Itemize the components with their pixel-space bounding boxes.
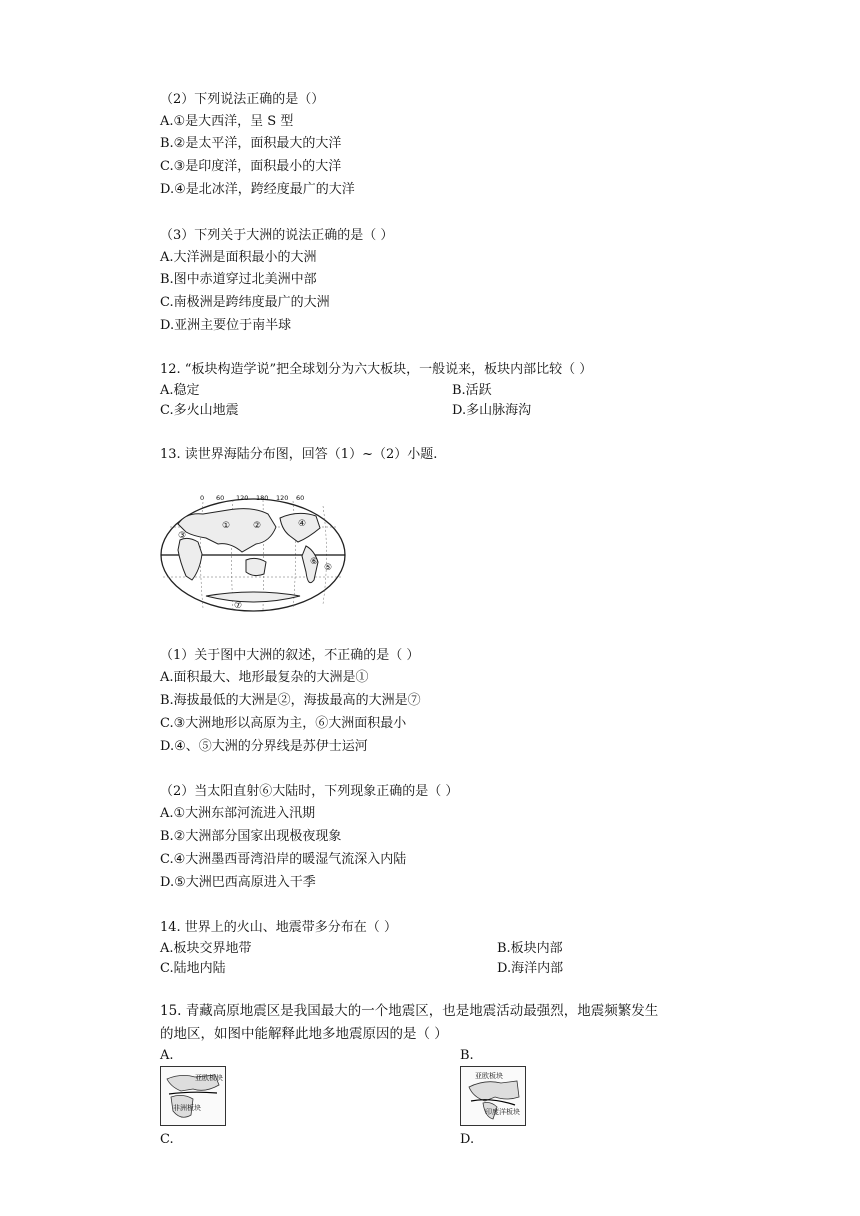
map-marker-6: ⑥ xyxy=(310,557,319,567)
q11-sub2-stem: （2）下列说法正确的是（） xyxy=(160,92,325,107)
lon-label-0: 0 xyxy=(200,494,205,502)
q14-stem: 14. 世界上的火山、地震带多分布在（ ） xyxy=(160,920,397,935)
lon-label-60w: 60 xyxy=(296,494,305,502)
q15-stem-line2: 的地区，如图中能解释此地多地震原因的是（ ） xyxy=(160,1026,448,1042)
q11-sub3-stem: （3）下列关于大洲的说法正确的是（ ） xyxy=(160,228,394,243)
q12-option-a: A.稳定 xyxy=(160,383,200,398)
map-marker-4: ④ xyxy=(298,519,307,529)
q14-option-d: D.海洋内部 xyxy=(497,961,564,976)
lon-label-120: 120 xyxy=(236,494,249,502)
map-marker-5: ⑤ xyxy=(324,563,333,573)
thumb-b-label-indian-ocean: 印度洋板块 xyxy=(485,1108,520,1116)
lon-label-180: 180 xyxy=(256,494,269,502)
q13-sub1-option-c: C.③大洲地形以高原为主，⑥大洲面积最小 xyxy=(160,716,407,731)
thumb-b-label-eurasia: 亚欧板块 xyxy=(475,1072,503,1080)
thumb-a-label-eurasia: 亚欧板块 xyxy=(195,1074,223,1082)
lon-label-60: 60 xyxy=(216,494,225,502)
q15-thumb-b xyxy=(460,1066,526,1126)
q11-sub2-option-a: A.①是大西洋，呈 S 型 xyxy=(160,114,294,129)
q11-sub3-option-d: D.亚洲主要位于南半球 xyxy=(160,318,292,333)
map-marker-7: ⑦ xyxy=(234,601,243,611)
thumb-a-label-africa: 非洲板块 xyxy=(173,1104,201,1112)
q15-thumb-a xyxy=(160,1066,226,1126)
q15-option-d-label: D. xyxy=(460,1132,475,1147)
q11-sub3-option-a: A.大洋洲是面积最小的大洲 xyxy=(160,250,317,265)
lon-label-120w: 120 xyxy=(276,494,289,502)
q11-sub3-option-c: C.南极洲是跨纬度最广的大洲 xyxy=(160,295,330,310)
q13-sub2-option-a: A.①大洲东部河流进入汛期 xyxy=(160,806,316,821)
world-map-svg xyxy=(158,492,348,614)
q13-stem: 13. 读世界海陆分布图，回答（1）~（2）小题. xyxy=(160,447,438,462)
q15-option-a-label: A. xyxy=(160,1048,174,1063)
q12-option-b: B.活跃 xyxy=(452,383,492,398)
map-marker-3: ③ xyxy=(178,531,187,541)
q11-sub2-option-c: C.③是印度洋，面积最小的大洋 xyxy=(160,159,342,174)
map-marker-1: ① xyxy=(222,521,231,531)
q14-option-b: B.板块内部 xyxy=(497,941,563,956)
q15-stem-line1: 15. 青藏高原地震区是我国最大的一个地震区，也是地震活动最强烈，地震频繁发生 xyxy=(160,1003,659,1019)
q11-sub2-option-d: D.④是北冰洋，跨经度最广的大洋 xyxy=(160,182,355,197)
q15-option-c-label: C. xyxy=(160,1132,174,1147)
q13-sub1-option-d: D.④、⑤大洲的分界线是苏伊士运河 xyxy=(160,739,368,754)
q14-option-a: A.板块交界地带 xyxy=(160,941,252,956)
q13-sub2-option-c: C.④大洲墨西哥湾沿岸的暖湿气流深入内陆 xyxy=(160,852,407,867)
q11-sub2-option-b: B.②是太平洋，面积最大的大洋 xyxy=(160,136,342,151)
world-map-figure xyxy=(158,492,348,614)
q11-sub3-option-b: B.图中赤道穿过北美洲中部 xyxy=(160,272,317,287)
q15-option-b-label: B. xyxy=(460,1048,474,1063)
q13-sub1-option-b: B.海拔最低的大洲是②，海拔最高的大洲是⑦ xyxy=(160,693,421,708)
map-marker-2: ② xyxy=(253,521,262,531)
q13-sub2-stem: （2）当太阳直射⑥大陆时，下列现象正确的是（ ） xyxy=(160,784,459,799)
q12-stem: 12. “板块构造学说”把全球划分为六大板块，一般说来，板块内部比较（ ） xyxy=(160,362,593,377)
q12-option-d: D.多山脉海沟 xyxy=(452,403,532,418)
q13-sub1-option-a: A.面积最大、地形最复杂的大洲是① xyxy=(160,670,369,685)
q14-option-c: C.陆地内陆 xyxy=(160,961,226,976)
q13-sub2-option-b: B.②大洲部分国家出现极夜现象 xyxy=(160,829,342,844)
q13-sub2-option-d: D.⑤大洲巴西高原进入干季 xyxy=(160,875,316,890)
q13-sub1-stem: （1）关于图中大洲的叙述，不正确的是（ ） xyxy=(160,648,420,663)
q12-option-c: C.多火山地震 xyxy=(160,403,239,418)
